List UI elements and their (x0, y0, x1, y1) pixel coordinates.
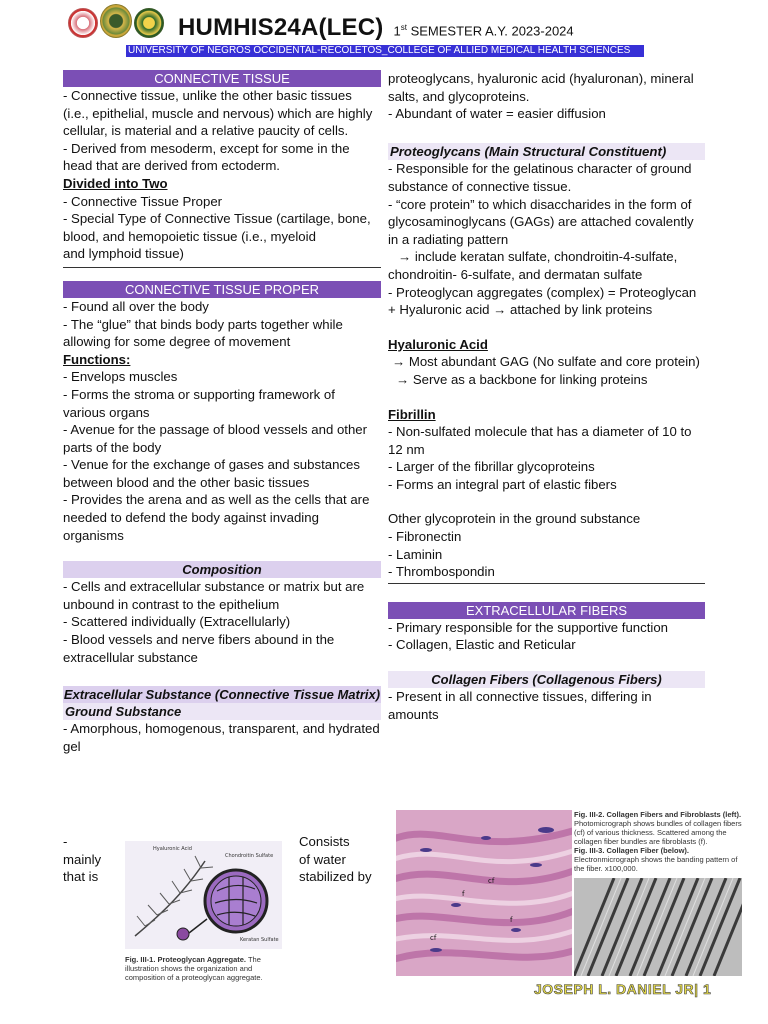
hyaluronic-heading: Hyaluronic Acid (388, 336, 488, 352)
ground-substance-heading: Ground Substance (63, 703, 381, 720)
proteoglycan-figure (125, 841, 282, 981)
pg-item-2: - “core protein” to which disaccharides in the form of glycosaminoglycans (GAGs) are attached covalently in a radiating pattern (388, 196, 694, 247)
gs-dash: - (63, 834, 68, 849)
ground-substance-item-1: - Amorphous, homogenous, transparent, and hydrated gel (63, 721, 380, 754)
composition-item-1: - Cells and extracellular substance or matrix but are unbound in contrast to the epithelium (63, 579, 365, 612)
right-paragraph-2: - Abundant of water = easier diffusion (388, 106, 606, 122)
divided-item-4: and lymphoid tissue) (63, 246, 184, 262)
page-header (0, 0, 768, 60)
ef-item-1: - Primary responsible for the supportive function (388, 619, 668, 635)
function-item-3: - Avenue for the passage of blood vessels and other parts of the body (63, 422, 368, 455)
cf-item-1: - Present in all connective tissues, differing in amounts (388, 689, 652, 722)
pg-item-1: - Responsible for the gelatinous character of ground substance of connective tissue. (388, 161, 692, 194)
function-item-4: - Venue for the exchange of gases and substances between blood and the other basic tissues (63, 457, 360, 490)
collagen-micrograph (396, 810, 572, 976)
gs-wrap-right (299, 833, 372, 886)
fig1-label-chondroitin: Chondroitin Sulfate (225, 853, 274, 859)
divider-right (388, 583, 705, 584)
right-paragraph-1: proteoglycans, hyaluronic acid (hyaluronan), mineral salts, and glycoproteins. (388, 71, 694, 104)
collagen-photo (396, 810, 572, 976)
fig2-caption (574, 810, 746, 873)
gs-consists: Consists (299, 834, 350, 849)
gs-mainly: mainly (63, 851, 102, 867)
divided-item-2: - Special Type of Connective Tissue (cartilage, bone, (63, 211, 371, 227)
semester-text: SEMESTER A.Y. 2023-2024 (406, 23, 574, 38)
author-footer: JOSEPH L. DANIEL JR| 1 (534, 981, 712, 997)
other-glyco-heading: Other glycoprotein in the ground substance (388, 511, 641, 527)
fig2-caption-text: Photomicrograph shows bundles of collagen fibers (cf) of various thickness. Scattered among the collagen fiber bundles are fibroblasts (f). (574, 819, 742, 846)
composition-item-2: - Scattered individually (Extracellularly) (63, 614, 291, 630)
section-ct-proper: CONNECTIVE TISSUE PROPER (63, 281, 381, 298)
divided-heading: Divided into Two (63, 175, 168, 191)
fig2-label-f2: f (510, 916, 513, 924)
pg-item-3: → include keratan sulfate, chondroitin-4-sulfate, chondroitin- 6-sulfate, and dermatan sulfate (388, 249, 678, 282)
title-row (178, 14, 574, 46)
semester-label (393, 23, 573, 38)
semester-number: 1 (393, 23, 401, 38)
left-column (63, 70, 381, 755)
ct-paragraph-1: - Connective tissue, unlike the other basic tissues (i.e., epithelial, muscle and nervous) which are highly cellular, is material and a relative paucity of cells. (63, 88, 373, 139)
seal-logo-1 (68, 8, 98, 38)
subsection-composition: Composition (63, 561, 381, 578)
ctp-item-2: - The “glue” that binds body parts together while allowing for some degree of movement (63, 316, 343, 350)
collagen-em-photo (574, 878, 742, 976)
other-glyco-2: - Laminin (388, 546, 443, 562)
fb-item-1: - Non-sulfated molecule that has a diameter of 10 to 12 nm (388, 424, 692, 457)
divider (63, 267, 381, 268)
ha-item-2: → Serve as a backbone for linking proteins (396, 371, 648, 387)
right-column (388, 70, 705, 723)
seal-logo-2 (100, 4, 132, 38)
function-item-1: - Envelops muscles (63, 369, 178, 385)
other-glyco-3: - Thrombospondin (388, 564, 495, 580)
course-title: HUMHIS24A(LEC) (178, 14, 384, 41)
fig3-caption-bold: Fig. III-3. Collagen Fiber (below). (574, 846, 690, 855)
composition-item-3: - Blood vessels and nerve fibers abound in the extracellular substance (63, 632, 335, 665)
functions-heading: Functions: (63, 351, 131, 367)
fig2-label-cf: cf (488, 877, 495, 885)
subsection-collagen: Collagen Fibers (Collagenous Fibers) (388, 671, 705, 688)
seal-logo-3 (134, 8, 164, 38)
fig2-caption-bold: Fig. III-2. Collagen Fibers and Fibroblasts (left). (574, 810, 742, 819)
divided-item-1: - Connective Tissue Proper (63, 193, 223, 209)
function-item-5: - Provides the arena and as well as the cells that are needed to defend the body against invading organisms (63, 492, 370, 543)
fig1-caption (125, 955, 282, 982)
function-item-2: - Forms the stroma or supporting framework of various organs (63, 386, 335, 420)
fb-item-2: - Larger of the fibrillar glycoproteins (388, 459, 595, 475)
fig3-caption-text: Electronmicrograph shows the banding pattern of the fiber. x100,000. (574, 855, 738, 873)
gs-wrap-left (63, 833, 101, 886)
fig1-caption-bold: Fig. III-1. Proteoglycan Aggregate. (125, 955, 246, 964)
pg-item-4: - Proteoglycan aggregates (complex) = Proteoglycan + Hyaluronic acid → attached by link proteins (388, 284, 697, 318)
university-banner: UNIVERSITY OF NEGROS OCCIDENTAL-RECOLETOS_COLLEGE OF ALLIED MEDICAL HEALTH SCIENCES (126, 45, 644, 57)
fig1-label-keratan: Keratan Sulfate (240, 937, 279, 943)
gs-ofwater: of water (299, 851, 346, 867)
collagen-electron-micrograph (574, 878, 742, 976)
divided-item-3: blood, and hemopoietic tissue (i.e., myeloid (63, 228, 316, 244)
subsection-extracellular-substance: Extracellular Substance (Connective Tissue Matrix) (63, 687, 381, 703)
ha-item-1: → Most abundant GAG (No sulfate and core protein) (392, 354, 700, 370)
section-connective-tissue: CONNECTIVE TISSUE (63, 70, 381, 87)
ef-item-2: - Collagen, Elastic and Reticular (388, 637, 576, 653)
ctp-item-1: - Found all over the body (63, 298, 209, 314)
gs-stabilized: stabilized by (299, 869, 372, 885)
fig2-label-f: f (462, 890, 465, 898)
proteoglycan-illustration (125, 841, 282, 949)
section-extracellular-fibers: EXTRACELLULAR FIBERS (388, 602, 705, 619)
fig2-label-cf2: cf (430, 934, 437, 942)
fig1-label-hyaluronic: Hyaluronic Acid (153, 846, 192, 852)
gs-thatis: that is (63, 869, 99, 885)
ct-paragraph-2: - Derived from mesoderm, except for some in the head that are derived from ectoderm. (63, 140, 350, 174)
fig1-caption-text: The illustration shows the organization and composition of a proteoglycan aggregate. (125, 955, 263, 982)
other-glyco-1: - Fibronectin (388, 529, 462, 545)
fb-item-3: - Forms an integral part of elastic fibers (388, 476, 617, 492)
fibrillin-heading: Fibrillin (388, 406, 436, 422)
proteoglycans-heading: Proteoglycans (Main Structural Constituent) (388, 143, 705, 161)
semester-suffix: st (400, 22, 407, 32)
